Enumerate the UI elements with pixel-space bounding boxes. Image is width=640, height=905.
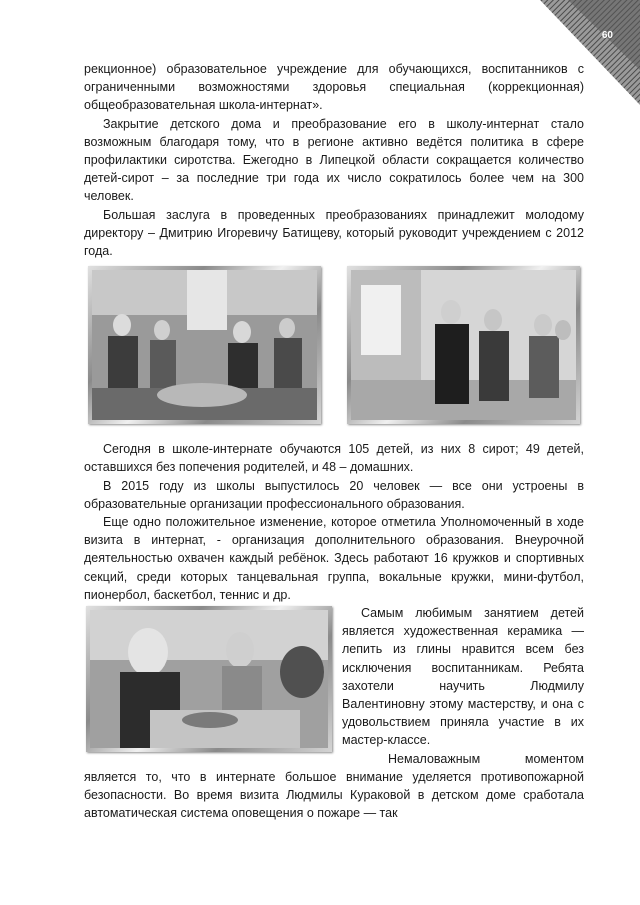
paragraph-1: рекционное) образовательное учреждение для обучающихся, воспитанников с ограниченными возможностями здоровья специальная (коррекционная) общеобразовательная школа-интернат». — [84, 62, 584, 113]
paragraph-4: Сегодня в школе-интернате обучаются 105 детей, из них 8 сирот; 49 детей, оставшихся без попечения родителей, и 48 – домашних. — [84, 442, 584, 475]
photo-ceramics-class-image — [90, 610, 328, 748]
photo-group-children — [88, 266, 321, 424]
paragraph-3: Большая заслуга в проведенных преобразованиях принадлежит молодому директору – Дмитрию Игоревичу Батищеву, который руководит учреждением с 2012 года. — [84, 207, 584, 259]
photo-visit-corridor-image — [351, 270, 576, 420]
photo-visit-corridor — [347, 266, 580, 424]
paragraph-5: В 2015 году из школы выпустилось 20 человек — все они устроены в образовательные организации профессионального образования. — [84, 478, 584, 511]
photo-ceramics-class — [86, 606, 332, 752]
photo-row — [88, 266, 580, 424]
page-number: 60 — [601, 30, 613, 41]
paragraph-6: Еще одно положительное изменение, которое отметила Уполномоченный в ходе визита в интернат, - организация дополнительного образования. Внеурочной деятельностью охвачен каждый ребёнок. Здесь работают 16 кружков и спортивных секций, среди которых танцевальная группа, вокальные кружки, мини-футбол, пионербол, баскетбол, теннис и др. — [84, 515, 584, 602]
article-body — [84, 60, 584, 823]
paragraph-7: Самым любимым занятием детей является художественная керамика — лепить из глины нравится всем без исключения воспитанникам. Ребята захотели научить Людмилу Валентиновну этому мастерству, и она с удовольствием приняла участие в их мастер-классе. — [342, 606, 584, 748]
paragraph-2: Закрытие детского дома и преобразование его в школу-интернат стало возможным благодаря тому, что в регионе активно ведётся политика в сфере профилактики сиротства. Ежегодно в Липецкой области сокращается количество детей-сирот – за последние три года их число сократилось более чем на 300 человек. — [84, 116, 584, 204]
paragraph-8: Немаловажным моментом является то, что в интернате большое внимание уделяется противопожарной безопасности. Во время визита Людмилы Кураковой в детском доме сработала автоматическая система оповещения о пожаре — так — [84, 751, 584, 821]
photo-group-children-image — [92, 270, 317, 420]
